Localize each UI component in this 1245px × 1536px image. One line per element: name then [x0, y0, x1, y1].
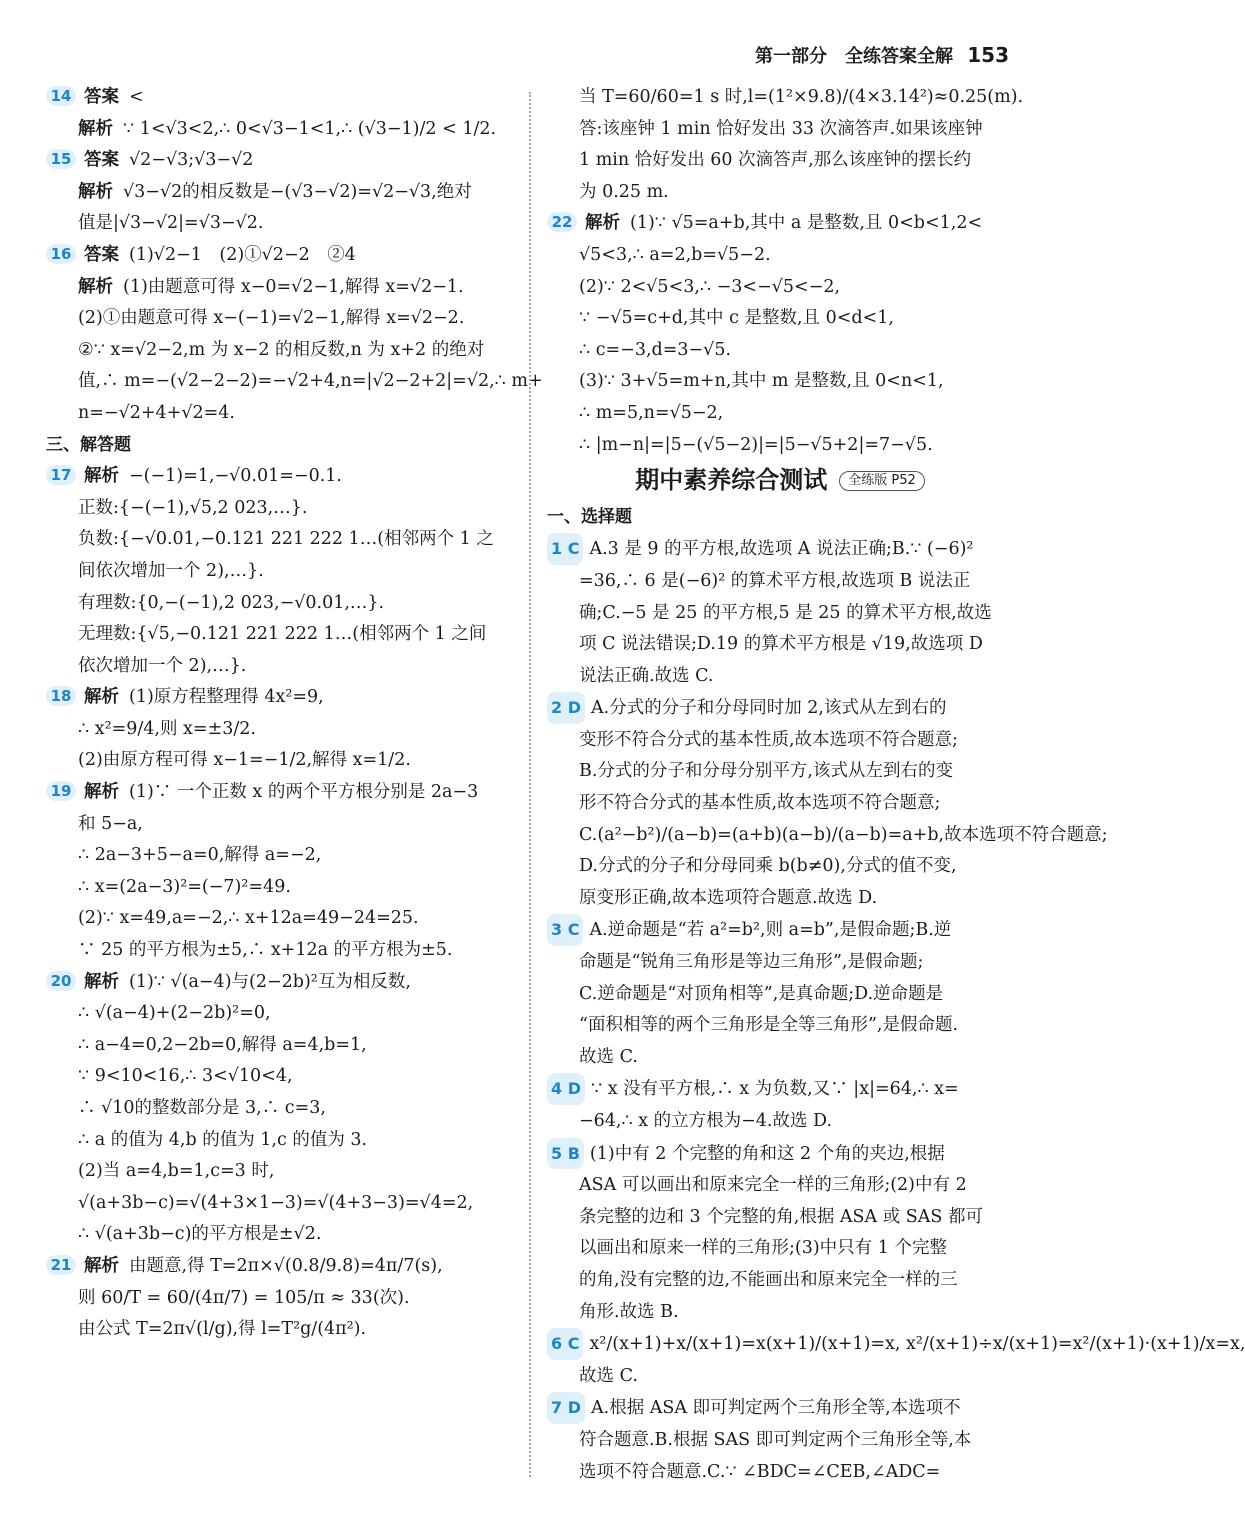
solution-text: “面积相等的两个三角形是全等三角形”,是假命题.	[579, 1015, 959, 1036]
solution-line	[547, 114, 1013, 146]
solution-line	[547, 883, 1013, 915]
solution-text: ∵ −√5=c+d,其中 c 是整数,且 0<d<1,	[579, 308, 894, 329]
test-title-row	[547, 465, 1013, 500]
question-number-badge: 14	[46, 86, 76, 106]
solution-text: 1 min 恰好发出 60 次滴答声,那么该座钟的摆长约	[579, 150, 972, 171]
solution-text: ∴ x²=9/4,则 x=±3/2.	[78, 718, 256, 739]
choice-number: 6	[551, 1334, 563, 1354]
solution-line	[547, 1042, 1013, 1074]
question-number-badge: 15	[46, 149, 76, 169]
choice-number: 2	[551, 698, 563, 718]
answer-keyword: 答案	[84, 150, 119, 171]
solution-text: √(a+3b−c)=√(4+3×1−3)=√(4+3−3)=√4=2,	[78, 1192, 474, 1213]
choice-letter: B	[567, 1143, 580, 1163]
solution-text: 答:该座钟 1 min 恰好发出 33 次滴答声.如果该座钟	[579, 118, 983, 139]
solution-line	[547, 788, 1013, 820]
solution-text: 以画出和原来一样的三角形;(3)中只有 1 个完整	[579, 1238, 947, 1259]
answer-text: √2−√3;√3−√2	[129, 150, 254, 171]
solution-text: 值是|√3−√2|=√3−√2.	[78, 213, 264, 234]
answer-text: (1)原方程整理得 4x²=9,	[129, 687, 324, 708]
solution-line	[547, 598, 1013, 630]
solution-line	[547, 240, 1013, 272]
choice-letter: D	[567, 698, 581, 718]
solution-line	[46, 809, 514, 841]
solution-line	[46, 619, 514, 651]
solution-line	[547, 1233, 1013, 1265]
solution-line	[46, 1156, 514, 1188]
choice-letter: D	[567, 1079, 581, 1099]
solution-line	[46, 556, 514, 588]
solution-line	[46, 651, 514, 683]
choice-number-box	[547, 533, 583, 565]
solution-line	[46, 1030, 514, 1062]
solution-line	[46, 1314, 514, 1346]
solution-line	[46, 1093, 514, 1125]
solution-text: 和 5−a,	[78, 813, 143, 834]
solution-line	[46, 1283, 514, 1315]
solution-line	[46, 366, 543, 398]
answer-line	[46, 145, 514, 177]
question-number-badge: 21	[46, 1255, 76, 1275]
answer-text: (1)中有 2 个完整的角和这 2 个角的夹边,根据	[589, 1143, 945, 1164]
solution-text: 原变形正确,故本选项符合题意.故选 D.	[579, 887, 878, 908]
solution-line	[46, 524, 514, 556]
answer-keyword: 解析	[585, 213, 620, 234]
solution-line	[547, 335, 1013, 367]
solution-line	[547, 1265, 1013, 1297]
solution-text: 条完整的边和 3 个完整的角,根据 ASA 或 SAS 都可	[579, 1206, 983, 1227]
choice-letter: D	[567, 1398, 581, 1418]
question-number-badge: 22	[547, 212, 577, 232]
edition-tag: 全练版 P52	[839, 471, 925, 491]
solution-line	[547, 82, 1024, 114]
answer-keyword: 解析	[84, 1255, 119, 1276]
answer-text: 由题意,得 T=2π×√(0.8/9.8)=4π/7(s),	[129, 1255, 443, 1276]
answer-line	[46, 1251, 514, 1283]
solution-text: 说法正确.故选 C.	[579, 665, 714, 686]
analysis-keyword: 解析	[78, 276, 113, 297]
choice-answer-line	[547, 1138, 1013, 1171]
solution-text: ∴ √(a−4)+(2−2b)²=0,	[78, 1003, 271, 1024]
choice-number-box	[547, 1073, 585, 1105]
question-number-badge: 20	[46, 971, 76, 991]
solution-line	[547, 1297, 1013, 1329]
choice-number-box	[547, 914, 583, 946]
solution-line	[547, 566, 1013, 598]
solution-text: 当 T=60/60=1 s 时,l=(1²×9.8)/(4×3.14²)≈0.25(m).	[579, 87, 1024, 107]
solution-text: (2)∵ x=49,a=−2,∴ x+12a=49−24=25.	[78, 908, 419, 929]
solution-text: 命题是“锐角三角形是等边三角形”,是假命题;	[579, 952, 924, 973]
choice-badge	[547, 533, 583, 565]
solution-text: 正数:{−(−1),√5,2 023,…}.	[78, 497, 308, 518]
solution-text: 间依次增加一个 2),…}.	[78, 560, 264, 581]
solution-text: ∴ 2a−3+5−a=0,解得 a=−2,	[78, 845, 322, 866]
solution-text: 符合题意.B.根据 SAS 即可判定两个三角形全等,本	[579, 1429, 972, 1450]
answer-text: A.根据 ASA 即可判定两个三角形全等,本选项不	[591, 1398, 961, 1419]
answer-line	[46, 967, 514, 999]
solution-line	[547, 947, 1013, 979]
solution-line	[46, 1061, 514, 1093]
solution-line	[547, 272, 1013, 304]
solution-text: ∵ 9<10<16,∴ 3<√10<4,	[78, 1066, 293, 1087]
solution-line	[46, 745, 514, 777]
solution-line	[46, 335, 514, 367]
solution-line	[547, 430, 1013, 462]
solution-line	[547, 303, 1013, 335]
header-section: 第一部分 全练答案全解	[754, 46, 953, 67]
solution-text: (2)当 a=4,b=1,c=3 时,	[78, 1161, 275, 1182]
solution-text: 故选 C.	[579, 1365, 638, 1386]
solution-text: ∴ c=−3,d=3−√5.	[579, 339, 732, 360]
solution-text: 变形不符合分式的基本性质,故本选项不符合题意;	[579, 729, 958, 750]
answer-keyword: 解析	[84, 466, 119, 487]
solution-text: ∴ √(a+3b−c)的平方根是±√2.	[78, 1224, 322, 1245]
solution-line	[46, 208, 514, 240]
solution-text: (2)∵ 2<√5<3,∴ −3<−√5<−2,	[579, 276, 841, 297]
solution-text: √3−√2的相反数是−(√3−√2)=√2−√3,绝对	[123, 181, 472, 202]
solution-text: 则 60/T = 60/(4π/7) = 105/π ≈ 33(次).	[78, 1287, 410, 1308]
solution-line	[547, 629, 1013, 661]
choice-badge	[547, 914, 583, 946]
solution-line	[46, 398, 514, 430]
question-number-badge: 17	[46, 465, 76, 485]
right-column	[547, 82, 1245, 1488]
answer-keyword: 解析	[84, 782, 119, 803]
section-heading: 三、解答题	[46, 434, 131, 455]
question-number-badge: 18	[46, 686, 76, 706]
solution-text: ∴ √10的整数部分是 3,∴ c=3,	[78, 1098, 326, 1118]
choice-badge	[547, 692, 585, 724]
solution-text: n=−√2+4+√2=4.	[78, 402, 235, 423]
solution-line	[547, 1010, 1013, 1042]
solution-line	[547, 1361, 1013, 1393]
solution-text: ∵ 1<√3<2,∴ 0<√3−1<1,∴ (√3−1)/2 < 1/2.	[123, 118, 497, 139]
solution-text: 有理数:{0,−(−1),2 023,−√0.01,…}.	[78, 592, 385, 613]
solution-line	[46, 998, 514, 1030]
column-divider	[529, 92, 531, 1477]
solution-text: (2)①由题意可得 x−(−1)=√2−1,解得 x=√2−2.	[78, 308, 465, 329]
answer-text: A.分式的分子和分母同时加 2,该式从左到右的	[591, 698, 947, 719]
solution-text: ②∵ x=√2−2,m 为 x−2 的相反数,n 为 x+2 的绝对	[78, 339, 485, 360]
answer-keyword: 解析	[84, 971, 119, 992]
answer-text: (1)∵ √5=a+b,其中 a 是整数,且 0<b<1,2<	[630, 213, 983, 234]
answer-text: A.3 是 9 的平方根,故选项 A 说法正确;B.∵ (−6)²	[589, 539, 974, 560]
solution-line	[547, 366, 1013, 398]
answer-keyword: 答案	[84, 87, 119, 107]
choice-number-box	[547, 1392, 585, 1424]
choice-answer-line	[547, 1392, 1013, 1425]
solution-line	[46, 493, 514, 525]
solution-line	[46, 935, 514, 967]
solution-line	[46, 872, 514, 904]
answer-text: (1)√2−1 (2)①√2−2 ②4	[129, 244, 356, 265]
question-number-badge: 16	[46, 244, 76, 264]
answer-text: (1)∵ 一个正数 x 的两个平方根分别是 2a−3	[129, 782, 479, 803]
solution-text: ∴ a−4=0,2−2b=0,解得 a=4,b=1,	[78, 1034, 367, 1055]
solution-line	[547, 177, 1013, 209]
solution-text: 由公式 T=2π√(l/g),得 l=T²g/(4π²).	[78, 1319, 367, 1340]
choice-letter: C	[567, 1334, 580, 1354]
solution-text: (2)由原方程可得 x−1=−1/2,解得 x=1/2.	[78, 750, 411, 771]
choice-number-box	[547, 692, 585, 724]
solution-line	[46, 840, 514, 872]
solution-line	[46, 714, 514, 746]
solution-text: C.(a²−b²)/(a−b)=(a+b)(a−b)/(a−b)=a+b,故本选项不符合题意;	[579, 824, 1108, 845]
section-heading: 一、选择题	[547, 506, 632, 527]
solution-text: ∴ m=5,n=√5−2,	[579, 402, 724, 423]
solution-text: (3)∵ 3+√5=m+n,其中 m 是整数,且 0<n<1,	[579, 371, 944, 392]
solution-line	[547, 1106, 1013, 1138]
choice-number: 5	[551, 1143, 563, 1163]
test-title: 期中素养综合测试	[635, 466, 828, 495]
choice-number: 1	[551, 539, 563, 559]
solution-text: ASA 可以画出和原来完全一样的三角形;(2)中有 2	[579, 1175, 967, 1196]
answer-line	[46, 240, 514, 272]
answer-text: −(−1)=1,−√0.01=−0.1.	[129, 466, 342, 487]
solution-line	[46, 303, 514, 335]
solution-text: B.分式的分子和分母分别平方,该式从左到右的变	[579, 761, 953, 782]
answer-text: ∵ x 没有平方根,∴ x 为负数,又∵ |x|=64,∴ x=	[591, 1079, 959, 1100]
solution-line	[547, 979, 1013, 1011]
solution-text: 依次增加一个 2),…}.	[78, 655, 247, 676]
choice-letter: C	[567, 539, 580, 559]
solution-text: 为 0.25 m.	[579, 181, 669, 202]
analysis-keyword: 解析	[78, 118, 113, 139]
solution-text: −64,∴ x 的立方根为−4.故选 D.	[579, 1111, 833, 1131]
solution-line	[547, 1202, 1013, 1234]
solution-text: 项 C 说法错误;D.19 的算术平方根是 √19,故选项 D	[579, 634, 983, 655]
choice-badge	[547, 1138, 584, 1170]
solution-line	[46, 903, 514, 935]
choice-answer-line	[547, 1328, 1245, 1361]
solution-text: =36,∴ 6 是(−6)² 的算术平方根,故选项 B 说法正	[579, 570, 971, 591]
solution-text: 故选 C.	[579, 1046, 638, 1067]
left-column	[46, 82, 543, 1346]
solution-line	[547, 820, 1108, 852]
solution-text: ∴ a 的值为 4,b 的值为 1,c 的值为 3.	[78, 1129, 368, 1150]
answer-text: <	[129, 87, 144, 107]
solution-text: √5<3,∴ a=2,b=√5−2.	[579, 244, 771, 265]
solution-line	[547, 398, 1013, 430]
solution-line	[46, 1125, 514, 1157]
choice-letter: C	[567, 920, 580, 940]
page-number: 153	[967, 43, 1009, 67]
solution-text: (1)由题意可得 x−0=√2−1,解得 x=√2−1.	[123, 276, 464, 297]
solution-text: 的角,没有完整的边,不能画出和原来完全一样的三	[579, 1269, 958, 1290]
solution-text: ∴ |m−n|=|5−(√5−2)|=|5−√5+2|=7−√5.	[579, 434, 933, 455]
page-header	[755, 42, 1009, 68]
choice-answer-line	[547, 914, 1013, 947]
solution-text: 选项不符合题意.C.∵ ∠BDC=∠CEB,∠ADC=	[579, 1461, 941, 1482]
solution-text: D.分式的分子和分母同乘 b(b≠0),分式的值不变,	[579, 856, 957, 877]
solution-text: C.逆命题是“对顶角相等”,是真命题;D.逆命题是	[579, 983, 944, 1004]
solution-text: 无理数:{√5,−0.121 221 222 1…(相邻两个 1 之间	[78, 624, 487, 645]
choice-number: 7	[551, 1398, 563, 1418]
choice-answer-line	[547, 1073, 1013, 1106]
answer-text: (1)∵ √(a−4)与(2−2b)²互为相反数,	[129, 971, 411, 992]
choice-badge	[547, 1328, 583, 1360]
solution-line	[46, 272, 514, 304]
solution-line	[547, 756, 1013, 788]
solution-text: ∵ 25 的平方根为±5,∴ x+12a 的平方根为±5.	[78, 940, 453, 961]
analysis-keyword: 解析	[78, 181, 113, 202]
solution-text: 值,∴ m=−(√2−2−2)=−√2+4,n=|√2−2+2|=√2,∴ m+	[78, 371, 543, 392]
solution-text: 负数:{−√0.01,−0.121 221 222 1…(相邻两个 1 之	[78, 529, 494, 550]
answer-line	[46, 461, 514, 493]
solution-line	[46, 1219, 514, 1251]
choice-number: 3	[551, 920, 563, 940]
solution-line	[46, 114, 514, 146]
answer-text: A.逆命题是“若 a²=b²,则 a=b”,是假命题;B.逆	[589, 920, 952, 941]
solution-text: ∴ x=(2a−3)²=(−7)²=49.	[78, 876, 291, 897]
answer-keyword: 答案	[84, 244, 119, 265]
solution-line	[547, 1457, 1013, 1489]
solution-text: 角形.故选 B.	[579, 1301, 679, 1322]
solution-line	[547, 851, 1013, 883]
solution-text: 确;C.−5 是 25 的平方根,5 是 25 的算术平方根,故选	[579, 602, 992, 623]
choice-badge	[547, 1392, 585, 1424]
choice-answer-line	[547, 692, 1013, 725]
choice-badge	[547, 1073, 585, 1105]
question-number-badge: 19	[46, 781, 76, 801]
choice-number-box	[547, 1328, 583, 1360]
choice-number: 4	[551, 1079, 563, 1099]
choice-number-box	[547, 1138, 584, 1170]
solution-line	[547, 1170, 1013, 1202]
solution-line	[547, 145, 1013, 177]
answer-keyword: 解析	[84, 687, 119, 708]
answer-line	[46, 82, 514, 114]
solution-line	[547, 661, 1013, 693]
answer-line	[46, 682, 514, 714]
solution-line	[547, 725, 1013, 757]
solution-line	[46, 588, 514, 620]
answer-line	[46, 777, 514, 809]
solution-line	[46, 177, 514, 209]
answer-text: x²/(x+1)+x/(x+1)=x(x+1)/(x+1)=x, x²/(x+1)÷x/(x+1)=x²/(x+1)·(x+1)/x=x,	[589, 1334, 1245, 1355]
choice-answer-line	[547, 533, 1013, 566]
solution-text: 形不符合分式的基本性质,故本选项不符合题意;	[579, 793, 941, 814]
answer-line	[547, 208, 1013, 240]
solution-line	[547, 1425, 1013, 1457]
solution-line	[46, 1188, 514, 1220]
